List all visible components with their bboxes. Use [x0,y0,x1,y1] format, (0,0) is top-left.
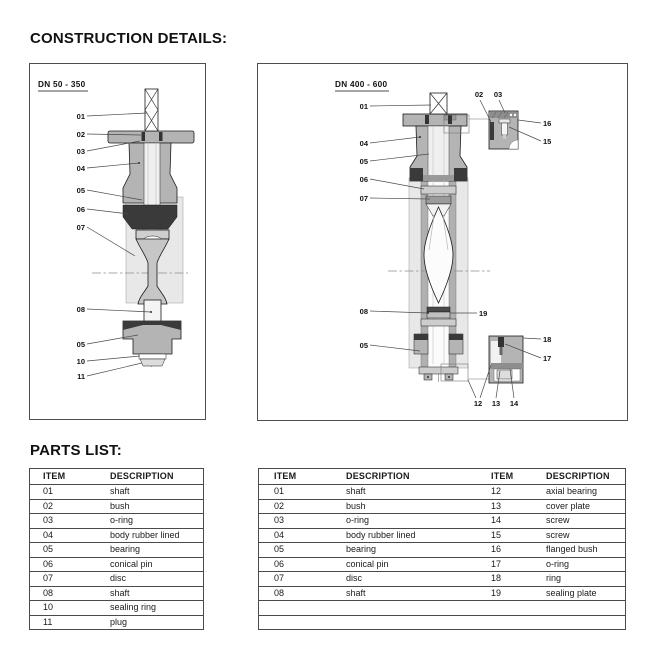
callout-label: 13 [491,399,501,408]
callout-label: 16 [543,119,552,128]
o-ring-mark [159,132,163,141]
table-cell: sealing ring [110,601,204,616]
table-cell: ring [546,572,626,587]
table-cell: shaft [331,586,491,601]
upper-seal-left [410,168,423,181]
callout-label: 05 [76,340,85,349]
neck-channel [428,126,449,181]
upper-seal [123,205,177,229]
table-row [259,528,626,543]
table-cell: cover plate [546,499,626,514]
table-cell: 18 [491,572,546,587]
callout-label: 02 [474,90,484,99]
table-row [259,615,626,630]
table-cell: plug [110,615,204,630]
table-row [259,499,626,514]
table-cell [259,615,332,630]
table-cell: body rubber lined [331,528,491,543]
table-row [259,572,626,587]
bearing-band [421,175,456,181]
table-row [30,499,204,514]
table-cell: shaft [110,586,204,601]
table-cell: 01 [259,485,332,500]
table-cell: 12 [491,485,546,500]
table-row [259,557,626,572]
callout-label: 08 [76,305,85,314]
table-cell: conical pin [331,557,491,572]
lower-seal-left [414,334,428,340]
callout-label: 08 [359,307,368,316]
table-cell: 06 [259,557,332,572]
table-cell: sealing plate [546,586,626,601]
callout-label: 14 [509,399,519,408]
table-cell: 07 [259,572,332,587]
table-cell: o-ring [331,514,491,529]
axial-bearing-detail [491,363,523,369]
o-ring-detail [500,347,503,355]
table-cell [546,601,626,616]
table-cell: bush [110,499,204,514]
lower-seal-right [449,334,463,340]
table-row [259,586,626,601]
table-cell: 04 [259,528,332,543]
table-cell: screw [546,528,626,543]
column-header-description: DESCRIPTION [546,469,626,485]
table-cell: o-ring [110,514,204,529]
column-header-description: DESCRIPTION [331,469,491,485]
table-cell: 02 [30,499,111,514]
table-row [259,485,626,500]
table-cell: shaft [331,485,491,500]
shaft-end [427,312,450,318]
table-row [30,601,204,616]
table-cell: 03 [259,514,332,529]
upper-seal-right [454,168,467,181]
page-title: CONSTRUCTION DETAILS: [30,30,228,47]
parts-list-title: PARTS LIST: [30,442,122,459]
parts-table-right [258,468,626,630]
table-cell: screw [546,514,626,529]
valve-cross-section-dn400-600 [258,64,627,420]
table-cell: 08 [259,586,332,601]
table-cell: bearing [331,543,491,558]
callout-label: 05 [359,341,368,350]
callout-label: 05 [76,186,85,195]
table-cell [331,615,491,630]
shaft-stem [145,89,158,131]
upper-detail-inset [489,111,518,149]
conical-pin-plate [421,186,456,194]
table-cell [491,601,546,616]
bottom-plate [419,367,458,374]
table-cell: 11 [30,615,111,630]
callout-label: 03 [76,147,85,156]
bush-mark [425,115,429,124]
table-cell: 02 [259,499,332,514]
bush-mark [142,132,146,141]
cross-plate [421,319,456,326]
table-cell: 03 [30,514,111,529]
callout-label: 02 [76,130,85,139]
sealing-plate [427,307,450,312]
table-row [259,543,626,558]
column-header-description: DESCRIPTION [110,469,204,485]
table-cell: disc [110,572,204,587]
callout-label: 15 [543,137,552,146]
foot-screw-dot [448,376,450,378]
valve-cross-section-dn50-350 [30,64,205,419]
top-flange [403,114,467,126]
sealing-ring [139,354,166,359]
ring-detail [498,337,504,347]
callout-label: 11 [77,372,85,381]
callout-labels [77,112,86,381]
table-row [30,586,204,601]
callout-label: 06 [359,175,368,184]
table-cell: body rubber lined [110,528,204,543]
table-row [30,572,204,587]
callout-label: 04 [359,139,368,148]
table-cell: bearing [110,543,204,558]
column-header-item: ITEM [259,469,332,485]
table-cell [259,601,332,616]
callout-label: 01 [76,112,85,121]
screw-body [502,123,508,135]
callout-label: 07 [76,223,85,232]
table-row [259,601,626,616]
table-cell: flanged bush [546,543,626,558]
table-row [30,514,204,529]
callout-label: 05 [359,157,368,166]
table-header-row [259,469,626,485]
table-cell: axial bearing [546,485,626,500]
column-header-item: ITEM [30,469,111,485]
table-cell: 15 [491,528,546,543]
callout-label: 06 [76,205,85,214]
table-cell: 01 [30,485,111,500]
table-cell: 05 [259,543,332,558]
callout-label: 04 [76,164,85,173]
callout-label: 12 [473,399,483,408]
table-cell: 10 [30,601,111,616]
column-header-item: ITEM [491,469,546,485]
callout-label: 07 [359,194,368,203]
callout-label: 17 [543,354,552,363]
table-cell [491,615,546,630]
diagram-panel-dn400-600 [257,63,628,421]
o-ring-mark [448,115,452,124]
dn-range-label: DN 50 - 350 [38,80,86,89]
screw-tip [503,135,506,139]
table-header-row [30,469,204,485]
screw-head [499,119,510,123]
callout-label: 19 [479,309,488,318]
lower-detail-inset [489,336,523,383]
table-cell: 16 [491,543,546,558]
table-cell: 19 [491,586,546,601]
table-cell: disc [331,572,491,587]
foot-screw-dot [427,376,429,378]
table-cell: 17 [491,557,546,572]
table-row [30,557,204,572]
table-cell: shaft [110,485,204,500]
table-row [30,528,204,543]
table-cell: conical pin [110,557,204,572]
table-cell: 14 [491,514,546,529]
table-cell: 05 [30,543,111,558]
callout-label: 18 [543,335,552,344]
table-cell: o-ring [546,557,626,572]
table-row [259,514,626,529]
plug [140,359,165,366]
table-cell: bush [331,499,491,514]
table-row [30,485,204,500]
table-cell: 06 [30,557,111,572]
table-cell: 07 [30,572,111,587]
table-cell [546,615,626,630]
table-cell: 13 [491,499,546,514]
callout-label: 10 [76,357,85,366]
top-flange [108,131,194,143]
diagram-panel-dn50-350 [29,63,206,420]
table-row [30,615,204,630]
table-row [30,543,204,558]
callout-label: 03 [493,90,503,99]
dn-range-label: DN 400 - 600 [335,80,388,89]
table-cell [331,601,491,616]
disc-holder [426,196,451,204]
table-cell: 08 [30,586,111,601]
callout-label: 01 [359,102,368,111]
table-cell: 04 [30,528,111,543]
parts-table-left [29,468,204,630]
